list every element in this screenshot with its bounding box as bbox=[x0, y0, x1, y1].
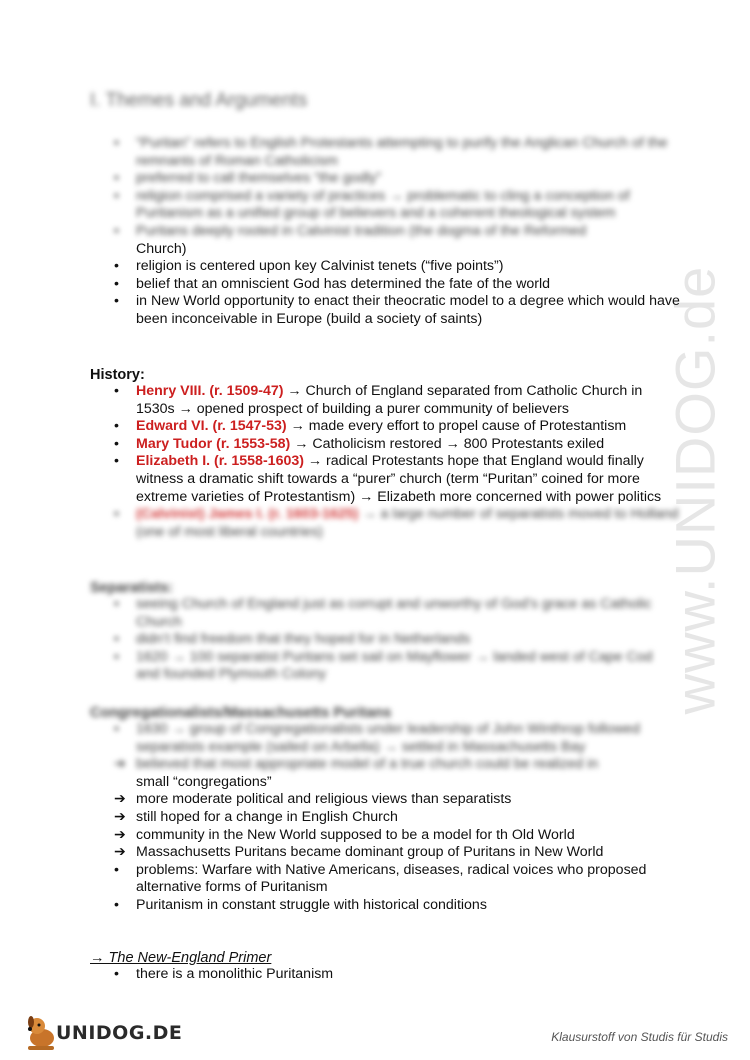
congregationalists-list-item bbox=[90, 791, 680, 809]
primer-heading: → The New-England Primer bbox=[90, 950, 272, 966]
bullet-icon: • bbox=[114, 506, 119, 523]
ruler-name: Edward VI. (r. 1547-53) bbox=[136, 418, 287, 435]
themes-list-item bbox=[90, 188, 680, 223]
congregationalists-list-item bbox=[90, 721, 680, 756]
bullet-icon: • bbox=[114, 170, 119, 187]
separatists-list-item bbox=[90, 631, 680, 649]
list-item-text: religion comprised a variety of practices → problematic to cling a conception of Puritanism as a unified group of believers and a coherent theological system bbox=[136, 187, 630, 222]
bullet-icon: • bbox=[114, 222, 119, 239]
history-list-item bbox=[90, 453, 680, 506]
arrow-bullet-icon: ➔ bbox=[114, 844, 126, 861]
list-item-text: problems: Warfare with Native Americans, diseases, radical voices who proposed alternative forms of Puritanism bbox=[136, 861, 647, 896]
list-item-text: still hoped for a change in English Church bbox=[136, 808, 398, 825]
themes-list-item bbox=[90, 170, 680, 188]
congregationalists-list-item bbox=[90, 844, 680, 862]
bullet-icon: • bbox=[114, 187, 119, 204]
congregationalists-list-item bbox=[90, 756, 680, 774]
congregationalists-list-item bbox=[90, 827, 680, 845]
congregationalists-list-item bbox=[90, 897, 680, 915]
logo-text: UNIDOG.DE bbox=[56, 1022, 183, 1044]
list-item-text: → Church of England separated from Catholic Church in 1530s → opened prospect of building a purer community of believers bbox=[136, 383, 643, 417]
themes-list bbox=[90, 135, 680, 329]
list-item-text: “Puritan” refers to English Protestants attempting to purify the Anglican Church of the remnants of Roman Catholicism bbox=[136, 135, 668, 169]
history-list-item bbox=[90, 506, 680, 541]
ruler-name: Henry VIII. (r. 1509-47) bbox=[136, 383, 284, 399]
themes-list-item bbox=[90, 293, 680, 328]
list-item-text: community in the New World supposed to be a model for th Old World bbox=[136, 826, 575, 843]
bullet-icon: • bbox=[114, 293, 119, 310]
primer-list-item bbox=[90, 966, 680, 984]
arrow-bullet-icon: ➔ bbox=[114, 808, 126, 825]
bullet-icon: • bbox=[114, 966, 119, 982]
list-item-text: 1630 → group of Congregationalists under leadership of John Winthrop followed separatists example (sailed on Arbella) → settled in Massachusetts Bay bbox=[136, 721, 640, 755]
unidog-logo bbox=[22, 1012, 183, 1052]
primer-list bbox=[90, 966, 680, 984]
list-item-text: Puritanism in constant struggle with historical conditions bbox=[136, 896, 487, 913]
separatists-list-item bbox=[90, 596, 680, 631]
ruler-name: (Calvinist) James I. (r. 1603-1625) bbox=[136, 506, 359, 523]
bullet-icon: • bbox=[114, 453, 119, 470]
bullet-icon: • bbox=[114, 631, 119, 648]
themes-list-item bbox=[90, 135, 680, 170]
bullet-icon: • bbox=[114, 383, 119, 399]
list-item-text: seeing Church of England just as corrupt and unworthy of God’s grace as Catholic Church bbox=[136, 596, 652, 630]
list-item-text: Massachusetts Puritans became dominant group of Puritans in New World bbox=[136, 844, 604, 861]
themes-list-item bbox=[90, 241, 680, 259]
list-item-text: there is a monolithic Puritanism bbox=[136, 966, 334, 982]
list-item-text: Church) bbox=[136, 240, 187, 257]
list-item-text: → Catholicism restored → 800 Protestants exiled bbox=[290, 435, 605, 452]
themes-list-item bbox=[90, 223, 680, 241]
list-item-text: → radical Protestants hope that England would finally witness a dramatic shift towards a “purer” church (term “Puritan” coined for more extreme varieties of Protestantism) → Elizabeth more concerned with power politics bbox=[136, 453, 662, 505]
list-item-text: preferred to call themselves “the godly” bbox=[136, 170, 382, 187]
bullet-icon: • bbox=[114, 258, 119, 275]
list-item-text: didn’t find freedom that they hoped for in Netherlands bbox=[136, 631, 471, 648]
list-item-text: more moderate political and religious views than separatists bbox=[136, 791, 512, 808]
congregationalists-heading: Congregationalists/Massachusetts Puritans bbox=[90, 705, 392, 721]
history-list-item bbox=[90, 436, 680, 454]
bullet-icon: • bbox=[114, 135, 119, 151]
page-title: I. Themes and Arguments bbox=[90, 90, 308, 111]
list-item-text: → a large number of separatists moved to Holland (one of most liberal countries) bbox=[136, 506, 679, 540]
list-item-text: 1620 → 100 separatist Puritans set sail on Mayflower → landed west of Cape Cod and founded Plymouth Colony bbox=[136, 648, 653, 683]
separatists-list-item bbox=[90, 649, 680, 684]
themes-section bbox=[90, 135, 680, 329]
arrow-bullet-icon: ➔ bbox=[114, 791, 126, 808]
footer-tagline: Klausurstoff von Studis für Studis bbox=[551, 1030, 728, 1044]
bullet-icon: • bbox=[114, 418, 119, 435]
primer-section bbox=[90, 950, 680, 984]
separatists-heading: Separatists: bbox=[90, 580, 174, 596]
bullet-icon: • bbox=[114, 721, 119, 737]
history-section bbox=[90, 367, 680, 541]
history-list-item bbox=[90, 383, 680, 418]
themes-list-item bbox=[90, 276, 680, 294]
congregationalists-list bbox=[90, 721, 680, 915]
list-item-text: belief that an omniscient God has determined the fate of the world bbox=[136, 275, 551, 292]
list-item-text: religion is centered upon key Calvinist tenets (“five points”) bbox=[136, 258, 504, 275]
arrow-bullet-icon: ➔ bbox=[114, 756, 126, 773]
themes-list-item bbox=[90, 258, 680, 276]
history-list bbox=[90, 383, 680, 541]
ruler-name: Mary Tudor (r. 1553-58) bbox=[136, 435, 291, 452]
bullet-icon: • bbox=[114, 861, 119, 878]
list-item-text: believed that most appropriate model of a true church could be realized in bbox=[136, 756, 599, 773]
bullet-icon: • bbox=[114, 648, 119, 665]
separatists-section bbox=[90, 580, 680, 684]
congregationalists-list-item bbox=[90, 809, 680, 827]
bullet-icon: • bbox=[114, 435, 119, 452]
congregationalists-section bbox=[90, 705, 680, 915]
bullet-icon: • bbox=[114, 275, 119, 292]
watermark-text: www.UNIDOG.de bbox=[663, 265, 727, 715]
list-item-text: small “congregations” bbox=[136, 773, 272, 790]
bullet-icon: • bbox=[114, 896, 119, 913]
congregationalists-list-item bbox=[90, 774, 680, 792]
congregationalists-list-item bbox=[90, 862, 680, 897]
history-heading: History: bbox=[90, 367, 145, 383]
separatists-list bbox=[90, 596, 680, 684]
arrow-bullet-icon: ➔ bbox=[114, 826, 126, 843]
list-item-text: in New World opportunity to enact their theocratic model to a degree which would have been inconceivable in Europe (build a society of saints) bbox=[136, 293, 680, 327]
ruler-name: Elizabeth I. (r. 1558-1603) bbox=[136, 453, 304, 470]
bullet-icon: • bbox=[114, 596, 119, 612]
list-item-text: → made every effort to propel cause of Protestantism bbox=[286, 418, 627, 435]
history-list-item bbox=[90, 418, 680, 436]
list-item-text: Puritans deeply rooted in Calvinist tradition (the dogma of the Reformed bbox=[136, 222, 587, 239]
